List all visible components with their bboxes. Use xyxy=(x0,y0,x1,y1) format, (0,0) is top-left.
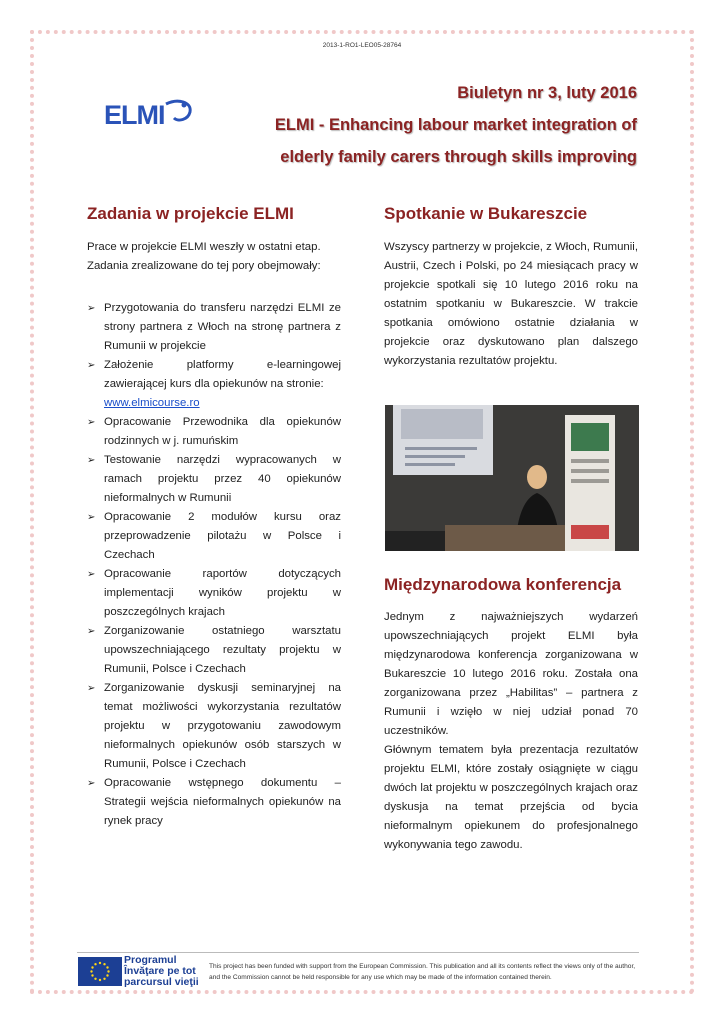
meeting-paragraph: Wszyscy partnerzy w projekcie, z Włoch, Rumunii, Austrii, Czech i Polski, po 24 miesiącach pracy w projekcie spotkali się 10 lutego 2016 roku na ostatnim spotkaniu w Bukareszcie. W trakcie spotkania omówiono ostatnie działania w projekcie oraz dyskutowano plan dalszego wykorzystania rezultatów projektu. xyxy=(384,241,638,367)
list-item: ➢ Przygotowania do transferu narzędzi ELMI ze strony partnera z Włoch na stronę partnera z Rumunii w projekcie xyxy=(87,299,341,356)
arrow-bullet-icon: ➢ xyxy=(87,569,96,580)
arrow-bullet-icon: ➢ xyxy=(87,417,96,428)
elmicourse-link[interactable]: www.elmicourse.ro xyxy=(104,397,200,409)
arrow-bullet-icon: ➢ xyxy=(87,455,96,466)
section-heading-conference: Międzynarodowa konferencja xyxy=(384,575,622,594)
list-item: ➢ Opracowanie 2 modułów kursu oraz przeprowadzenie pilotażu w Polsce i Czechach xyxy=(87,508,341,565)
logo-text: ELMI xyxy=(104,100,165,130)
tasks-intro xyxy=(87,238,341,276)
list-item: ➢ Opracowanie raportów dotyczących implementacji wyników projektu w poszczególnych krajach xyxy=(87,565,341,622)
project-title-line1: ELMI - Enhancing labour market integration of xyxy=(274,116,637,134)
elmi-logo xyxy=(104,96,196,136)
arrow-bullet-icon: ➢ xyxy=(87,683,96,694)
section-heading-meeting: Spotkanie w Bukareszcie xyxy=(384,204,588,223)
meeting-photo xyxy=(385,405,639,551)
eu-disclaimer: This project has been funded with support from the European Commission. This publication and all its contents reflect the views only of the author, and the Commission cannot be held responsible for any use which may be made of the information contained therein. xyxy=(209,963,636,981)
arrow-bullet-icon: ➢ xyxy=(87,360,96,371)
bulletin-title: Biuletyn nr 3, luty 2016 xyxy=(457,84,637,102)
arrow-bullet-icon: ➢ xyxy=(87,303,96,314)
list-item: ➢ Zorganizowanie ostatniego warsztatu upowszechniającego rezultaty projektu w Rumunii, Polsce i Czechach xyxy=(87,622,341,679)
section-heading-tasks: Zadania w projekcie ELMI xyxy=(87,204,294,223)
list-item: ➢ Testowanie narzędzi wypracowanych w ramach projektu przez 40 opiekunów nieformalnych w Rumunii xyxy=(87,451,341,508)
arrow-bullet-icon: ➢ xyxy=(87,626,96,637)
footer-divider xyxy=(77,952,639,953)
project-reference: 2013-1-RO1-LEO05-28764 xyxy=(322,42,402,49)
task-list xyxy=(87,299,341,831)
conference-paragraph: Jednym z najważniejszych wydarzeń upowszechniających projekt ELMI była międzynarodowa konferencja zorganizowana w Bukareszcie 10 lutego 2016 roku. Została ona zorganizowana przez „Habilitas” – partnera z Rumunii i wzięło w niej udział ponad 70 uczestników. xyxy=(384,611,638,737)
eu-flag-icon xyxy=(78,957,122,986)
arrow-bullet-icon: ➢ xyxy=(87,778,96,789)
meeting-text xyxy=(384,238,638,371)
arrow-bullet-icon: ➢ xyxy=(87,512,96,523)
list-item: ➢ Opracowanie wstępnego dokumentu – Strategii wejścia nieformalnych opiekunów na rynek pracy xyxy=(87,774,341,831)
list-item: ➢ Zorganizowanie dyskusji seminaryjnej na temat możliwości wykorzystania rezultatów projektu w przygotowaniu zawodowym nieformalnych opiekunów osób starszych w Rumunii, Polsce i Czechach xyxy=(87,679,341,774)
conference-text xyxy=(384,608,638,855)
logo-swoosh-icon xyxy=(104,96,196,136)
conference-topic-paragraph: Głównym tematem była prezentacja rezultatów projektu ELMI, które zostały osiągnięte w ciągu dwóch lat projektu w poszczególnych krajach oraz dyskusja na temat przejścia od bycia nieformalnym opiekunem do profesjonalnego wykonywania tego zawodu. xyxy=(384,744,638,851)
list-item: ➢ Opracowanie Przewodnika dla opiekunów rodzinnych w j. rumuńskim xyxy=(87,413,341,451)
project-title-line2: elderly family carers through skills improving xyxy=(280,148,637,166)
intro-text: Prace w projekcie ELMI weszły w ostatni etap. Zadania zrealizowane do tej pory obejmowały: xyxy=(87,241,321,272)
list-item: ➢ Założenie platformy e-learningowej zawierającej kurs dla opiekunów na stronie: xyxy=(87,356,341,394)
program-name: Programul Învăţare pe tot parcursul vieţii xyxy=(124,954,199,988)
